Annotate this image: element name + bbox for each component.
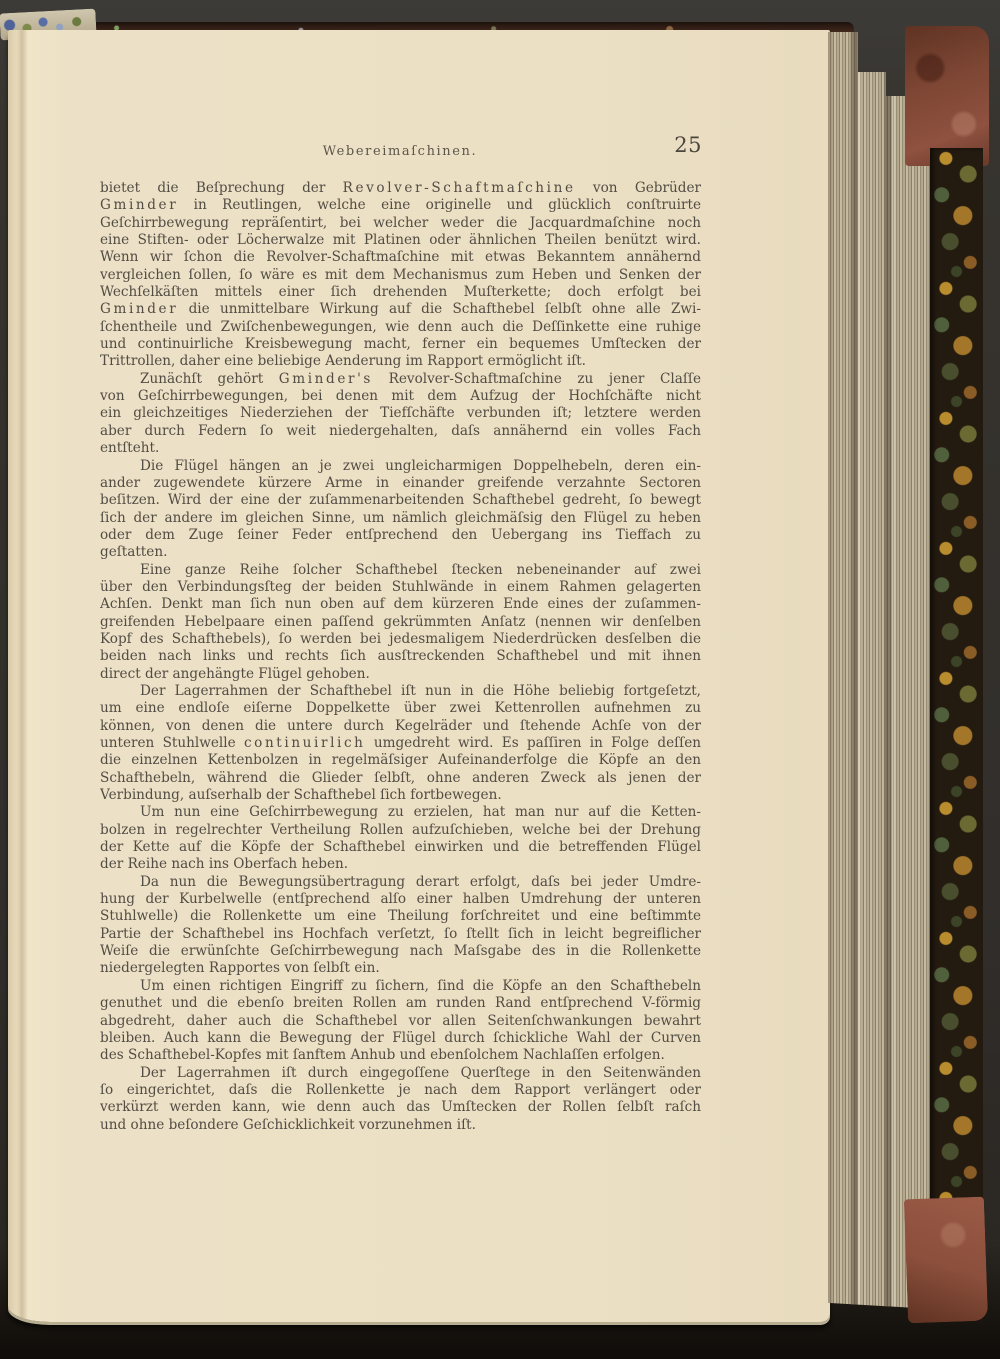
running-title: Webereimaſchinen. bbox=[322, 144, 478, 159]
text-line: genuthet und die ebenſo breiten Rollen am runden Rand entſprechend V-förmig bbox=[100, 995, 701, 1012]
text-line: abgedreht, daher auch die Schafthebel vor allen Seitenſchwankungen bewahrt bbox=[100, 1012, 701, 1029]
text-line: Die Flügel hängen an je zwei ungleicharmigen Doppelhebeln, deren ein- bbox=[140, 457, 701, 474]
text-line: ander zugewendete kürzere Arme in einander greifende verzahnte Sectoren bbox=[100, 474, 701, 491]
text-line: direct der angehängte Flügel gehoben. bbox=[100, 665, 370, 682]
text-line: verkürzt werden kann, wie denn auch das Umſtecken der Rollen ſelbſt raſch bbox=[100, 1099, 701, 1116]
text-line: greifenden Hebelpaare einen paſſend gekrümmten Anſatz (nennen wir denſelben bbox=[100, 613, 701, 630]
text-line: oder dem Zuge ſeiner Feder entſprechend den Uebergang ins Tieffach zu bbox=[100, 526, 701, 543]
text-line: Wenn wir ſchon die Revolver-Schaftmaſchine mit etwas Bekanntem annähernd bbox=[100, 249, 701, 266]
text-line: Schafthebeln, während die Glieder ſelbſt, ohne anderen Zweck als jenen der bbox=[100, 769, 701, 786]
text-line: und continuirliche Kreisbewegung macht, ferner ein bequemes Umſtecken der bbox=[100, 336, 701, 353]
text-line: bleiben. Auch kann die Bewegung der Flügel durch ſchickliche Wahl der Curven bbox=[100, 1029, 701, 1046]
text-line: vergleichen ſollen, ſo wäre es mit dem Mechanismus zum Heben und Senken der bbox=[100, 266, 701, 283]
cover-leather-corner-bottom bbox=[904, 1197, 988, 1324]
text-line: unteren Stuhlwelle continuirlich umgedreht wird. Es paſſiren in Folge deſſen bbox=[100, 735, 701, 751]
text-line: Der Lagerrahmen der Schafthebel iſt nun in die Höhe beliebig fortgeſetzt, bbox=[140, 682, 701, 699]
text-line: hung der Kurbelwelle (entſprechend alſo einer halben Umdrehung der unteren bbox=[100, 891, 701, 908]
text-line: der Reihe nach ins Oberfach heben. bbox=[100, 856, 349, 873]
text-line: können, von denen die untere durch Kegelräder und ſtehende Achſe von der bbox=[100, 717, 701, 734]
text-line: Der Lagerrahmen iſt durch eingegoſſene Querſtege in den Seitenwänden bbox=[140, 1064, 701, 1081]
cover-leather-corner-top bbox=[905, 26, 989, 166]
text-line: Kopf des Schafthebels), ſo werden bei jedesmaligem Niederdrücken desſelben die bbox=[100, 630, 701, 647]
page-text bbox=[100, 180, 701, 1134]
text-line: Zunächſt gehört Gminder's Revolver-Schaftmaſchine zu jener Claſſe bbox=[140, 370, 701, 387]
page-stack-fore-edge bbox=[828, 32, 935, 1308]
text-line: ein gleichzeitiges Niederziehen der Tiefſchäfte verbunden iſt; letztere werden bbox=[100, 405, 701, 422]
page-number: 25 bbox=[674, 133, 702, 157]
text-line: Um einen richtigen Eingriff zu ſichern, ſind die Köpfe an den Schafthebeln bbox=[140, 977, 701, 994]
text-line: die einzelnen Kettenbolzen in regelmäſsiger Aufeinanderfolge die Köpfe an den bbox=[100, 752, 701, 769]
text-line: Verbindung, auſserhalb der Schafthebel ſich fortbewegen. bbox=[100, 787, 502, 804]
text-line: Gminder in Reutlingen, welche eine originelle und glücklich conſtruirte bbox=[100, 197, 701, 214]
text-line: aber durch Federn ſo weit niedergehalten, daſs annähernd ein volles Fach bbox=[100, 422, 701, 439]
text-line: Eine ganze Reihe ſolcher Schafthebel ſtecken nebeneinander auf zwei bbox=[140, 561, 701, 578]
text-line: Achſen. Denkt man ſich nun oben auf dem kürzeren Ende eines der zuſammen- bbox=[100, 596, 701, 613]
marbled-cover-board bbox=[930, 148, 983, 1210]
text-line: eine Stiften- oder Löcherwalze mit Platinen oder ähnlichen Theilen benützt wird. bbox=[100, 232, 701, 249]
text-line: Stuhlwelle) die Rollenkette um eine Theilung forſchreitet und eine beſtimmte bbox=[100, 908, 701, 925]
text-line: über den Verbindungsſteg der beiden Stuhlwände in einem Rahmen gelagerten bbox=[100, 578, 701, 595]
text-line: ſo eingerichtet, daſs die Rollenkette je nach dem Rapport verlängert oder bbox=[100, 1081, 701, 1098]
text-line: Um nun eine Geſchirrbewegung zu erzielen, hat man nur auf die Ketten- bbox=[140, 804, 701, 821]
text-line: bietet die Beſprechung der Revolver-Schaftmaſchine von Gebrüder bbox=[100, 180, 701, 196]
text-line: Wechſelkäſten mittels einer ſich drehenden Muſterkette; doch erfolgt bei bbox=[100, 284, 701, 301]
text-line: ſich der andere im gleichen Sinne, um nämlich gleichmäſsig den Flügel zu heben bbox=[100, 509, 701, 526]
text-line: des Schafthebel-Kopfes mit ſanftem Anhub und ebenſolchem Nachlaſſen erfolgen. bbox=[100, 1047, 665, 1064]
text-line: Gminder die unmittelbare Wirkung auf die Schafthebel ſelbſt ohne alle Zwi- bbox=[100, 301, 701, 318]
text-line: beſitzen. Wird der eine der zuſammenarbeitenden Schafthebel gedreht, ſo bewegt bbox=[100, 492, 701, 509]
text-line: beiden nach links und rechts ſich ausſtreckenden Schafthebel und mit ihnen bbox=[100, 648, 701, 665]
text-line: Partie der Schafthebel ins Hochfach verſetzt, ſo ſtellt ſich in leicht begreiflicher bbox=[100, 925, 701, 942]
text-line: von Geſchirrbewegungen, bei denen mit dem Aufzug der Hochſchäfte nicht bbox=[100, 388, 701, 405]
text-line: und ohne beſondere Geſchicklichkeit vorzunehmen iſt. bbox=[100, 1116, 476, 1133]
book-page bbox=[8, 30, 830, 1322]
text-line: Da nun die Bewegungsübertragung derart erfolgt, daſs bei jeder Umdre- bbox=[140, 873, 701, 890]
text-line: bolzen in regelrechter Vertheilung Rollen aufzuſchieben, welche bei der Drehung bbox=[100, 821, 701, 838]
text-line: entſteht. bbox=[100, 440, 160, 457]
text-line: um eine endloſe eiſerne Doppelkette über zwei Kettenrollen aufnehmen zu bbox=[100, 700, 701, 717]
text-line: ſchentheile und Zwiſchenbewegungen, wie denn auch die Deſſinkette eine ruhige bbox=[100, 318, 701, 335]
text-line: niedergelegten Rapportes von ſelbſt ein. bbox=[100, 960, 380, 977]
text-line: Weiſe die erwünſchte Geſchirrbewegung nach Maſsgabe des in die Rollenkette bbox=[100, 943, 701, 960]
text-line: Trittrollen, daher eine beliebige Aenderung im Rapport ermöglicht iſt. bbox=[100, 353, 587, 370]
text-line: der Kette auf die Köpfe der Schafthebel einwirken und die betreffenden Flügel bbox=[100, 839, 701, 856]
text-line: geſtatten. bbox=[100, 544, 168, 561]
text-line: Geſchirrbewegung repräſentirt, bei welcher weder die Jacquardmaſchine noch bbox=[100, 214, 701, 231]
